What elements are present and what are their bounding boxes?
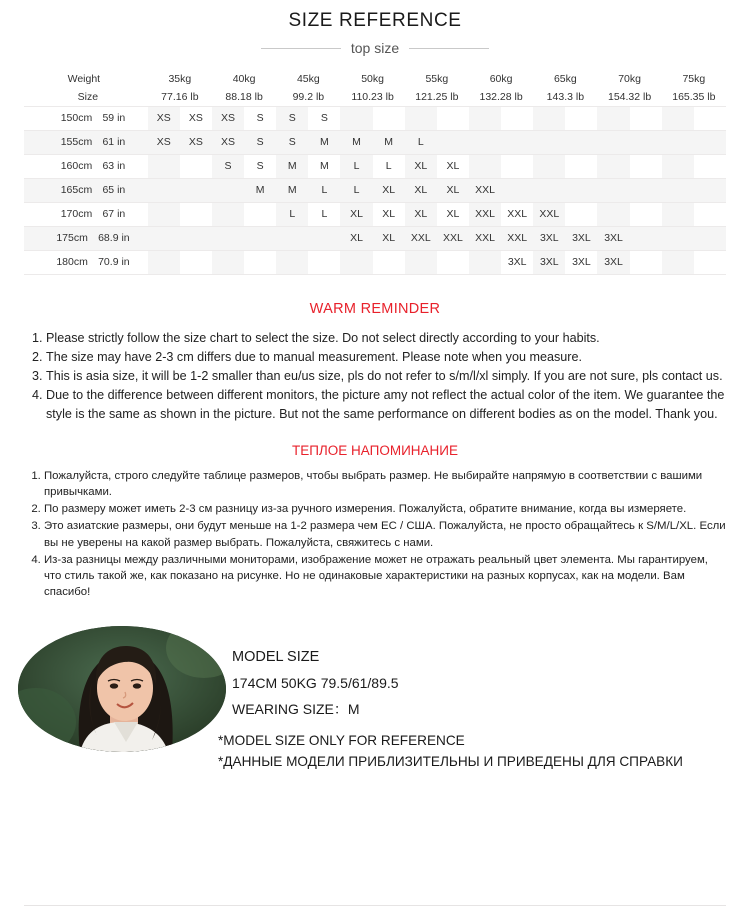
weight-kg-header: 50kg: [361, 73, 384, 85]
size-cell: [501, 178, 533, 202]
row-height-label: 155cm 61 in: [24, 130, 148, 154]
size-table-body: [24, 106, 726, 274]
size-cell: M: [276, 154, 308, 178]
weight-kg-header: 35kg: [168, 73, 192, 85]
size-cell: [597, 130, 629, 154]
size-cell: L: [276, 202, 308, 226]
size-cell: [180, 226, 212, 250]
reminder-item-ru: 2. По размеру может иметь 2-3 см разницу из-за ручного измерения. Пожалуйста, обратите внимание, когда вы измеряете.: [44, 501, 726, 517]
size-cell: [662, 202, 694, 226]
size-cell: XL: [437, 202, 469, 226]
divider-right: [409, 48, 489, 49]
reminder-item-ru: 3. Это азиатские размеры, они будут меньше на 1-2 размера чем ЕС / США. Пожалуйста, не просто обращайтесь к S/M/L/XL. Если вы не уверены на какой размер выбрать. Пожалуйста, свяжитесь с нами.: [44, 518, 726, 550]
size-cell: XXL: [501, 202, 533, 226]
size-cell: [148, 178, 180, 202]
size-cell: S: [244, 106, 276, 130]
size-cell: [469, 154, 501, 178]
size-cell: [212, 250, 244, 274]
weight-lb-header: 165.35 lb: [672, 90, 716, 103]
bottom-divider: [24, 905, 726, 906]
size-cell: XL: [437, 178, 469, 202]
size-cell: XL: [405, 202, 437, 226]
size-cell: [148, 226, 180, 250]
size-cell: [565, 154, 597, 178]
size-cell: S: [276, 130, 308, 154]
weight-lb-header: 154.32 lb: [608, 90, 652, 103]
size-cell: XXL: [437, 226, 469, 250]
size-cell: [373, 250, 405, 274]
size-table: [24, 70, 726, 275]
row-height-label: 150cm 59 in: [24, 106, 148, 130]
size-cell: [630, 226, 662, 250]
size-cell: [565, 178, 597, 202]
size-cell: L: [340, 154, 372, 178]
size-cell: [630, 202, 662, 226]
model-wearing-size: WEARING SIZE：M: [232, 700, 360, 717]
weight-kg-header: 75kg: [682, 73, 706, 85]
reminder-item-ru: 1. Пожалуйста, строго следуйте таблице размеров, чтобы выбрать размер. Не выбирайте напрямую в соответствии с вашими привычками.: [44, 468, 726, 500]
reminder-item: 4. Due to the difference between different monitors, the picture amy not reflect the actual color of the item. We guarantee the style is the same as shown in the picture. But not the same performance on different bodies as on the model. Thank you.: [46, 386, 726, 423]
size-cell: 3XL: [565, 226, 597, 250]
table-row: [24, 202, 726, 226]
size-cell: 3XL: [533, 250, 565, 274]
size-cell: XS: [148, 106, 180, 130]
size-cell: [662, 130, 694, 154]
table-row: [24, 106, 726, 130]
model-portrait-illustration: [18, 626, 226, 752]
size-cell: [340, 250, 372, 274]
size-cell: XL: [340, 202, 372, 226]
size-cell: [694, 250, 726, 274]
size-cell: [437, 106, 469, 130]
size-cell: XS: [212, 106, 244, 130]
weight-label: Weight: [67, 73, 101, 85]
size-cell: XXL: [469, 178, 501, 202]
size-cell: 3XL: [533, 226, 565, 250]
table-row: [24, 250, 726, 274]
row-height-label: 165cm 65 in: [24, 178, 148, 202]
model-info: [232, 644, 399, 723]
size-cell: [533, 178, 565, 202]
weight-lb-row: [24, 88, 726, 106]
table-row: [24, 178, 726, 202]
size-cell: [501, 130, 533, 154]
size-cell: XXL: [533, 202, 565, 226]
size-cell: [276, 250, 308, 274]
size-cell: [597, 106, 629, 130]
size-table-wrapper: [24, 70, 726, 275]
size-cell: [565, 106, 597, 130]
size-cell: [373, 106, 405, 130]
size-cell: [244, 202, 276, 226]
size-cell: [662, 250, 694, 274]
size-cell: [212, 202, 244, 226]
size-cell: XL: [405, 154, 437, 178]
row-height-label: 160cm 63 in: [24, 154, 148, 178]
size-cell: [630, 130, 662, 154]
size-cell: L: [373, 154, 405, 178]
weight-kg-header: 60kg: [489, 73, 513, 85]
size-cell: [533, 130, 565, 154]
weight-lb-header: 143.3 lb: [546, 90, 585, 103]
warm-reminder-list-ru: [22, 468, 726, 601]
size-cell: [469, 130, 501, 154]
page-title: SIZE REFERENCE: [288, 10, 462, 31]
size-cell: [148, 202, 180, 226]
size-cell: XS: [212, 130, 244, 154]
weight-kg-header: 45kg: [296, 73, 320, 85]
reminder-item: 1. Please strictly follow the size chart to select the size. Do not select directly according to your habits.: [46, 329, 726, 347]
size-cell: [405, 106, 437, 130]
size-cell: [276, 226, 308, 250]
warm-reminder-title: WARM REMINDER: [309, 300, 441, 317]
row-height-label: 180cm 70.9 in: [24, 250, 148, 274]
size-cell: [437, 250, 469, 274]
size-cell: S: [244, 154, 276, 178]
weight-kg-row: [24, 70, 726, 88]
warm-reminder-list: [24, 329, 726, 423]
size-cell: [148, 250, 180, 274]
size-cell: XL: [373, 178, 405, 202]
size-cell: XL: [405, 178, 437, 202]
size-cell: [533, 106, 565, 130]
size-cell: [694, 130, 726, 154]
warm-reminder-title-ru: ТЕПЛОЕ НАПОМИНАНИЕ: [291, 442, 459, 458]
size-cell: [597, 202, 629, 226]
weight-lb-header: 77.16 lb: [161, 90, 199, 103]
size-cell: 3XL: [565, 250, 597, 274]
size-cell: [694, 226, 726, 250]
size-cell: XXL: [469, 202, 501, 226]
reminder-item-ru: 4. Из-за разницы между различными мониторами, изображение может не отражать реальный цвет элемента. Мы гарантируем, что стиль такой же, как показано на рисунке. Но не одинаковые характеристики на разных корпусах, как на модели. Вам спасибо!: [44, 552, 726, 601]
size-cell: [662, 154, 694, 178]
reminder-item: 2. The size may have 2-3 cm differs due to manual measurement. Please note when you measure.: [46, 348, 726, 366]
size-cell: L: [340, 178, 372, 202]
size-cell: [244, 226, 276, 250]
size-cell: [662, 178, 694, 202]
table-row: [24, 154, 726, 178]
row-height-label: 170cm 67 in: [24, 202, 148, 226]
size-cell: XL: [437, 154, 469, 178]
size-cell: [630, 154, 662, 178]
size-cell: [340, 106, 372, 130]
size-cell: L: [308, 202, 340, 226]
size-cell: XS: [148, 130, 180, 154]
weight-lb-header: 88.18 lb: [225, 90, 263, 103]
divider-left: [261, 48, 341, 49]
size-cell: [694, 154, 726, 178]
page-subtitle: top size: [350, 40, 400, 56]
size-cell: 3XL: [501, 250, 533, 274]
size-cell: S: [308, 106, 340, 130]
footnote-en: *MODEL SIZE ONLY FOR REFERENCE: [218, 733, 465, 749]
size-cell: [630, 250, 662, 274]
size-cell: 3XL: [597, 226, 629, 250]
size-cell: [180, 250, 212, 274]
size-cell: M: [308, 154, 340, 178]
weight-lb-header: 110.23 lb: [351, 90, 394, 103]
subtitle-row: [0, 40, 750, 56]
size-cell: [694, 202, 726, 226]
size-cell: XL: [340, 226, 372, 250]
size-cell: M: [276, 178, 308, 202]
model-portrait: [18, 626, 226, 752]
size-cell: [565, 202, 597, 226]
size-cell: L: [308, 178, 340, 202]
size-cell: L: [405, 130, 437, 154]
size-cell: M: [244, 178, 276, 202]
size-cell: [469, 106, 501, 130]
size-table-head: [24, 70, 726, 106]
size-label: Size: [77, 90, 99, 103]
weight-kg-header: 40kg: [232, 73, 256, 85]
size-cell: [630, 106, 662, 130]
model-measurements: 174CM 50KG 79.5/61/89.5: [232, 675, 399, 692]
size-cell: XL: [373, 202, 405, 226]
size-cell: [469, 250, 501, 274]
size-cell: XL: [373, 226, 405, 250]
size-cell: [501, 154, 533, 178]
size-cell: [180, 178, 212, 202]
size-cell: [501, 106, 533, 130]
size-cell: [212, 178, 244, 202]
footnote-ru: *ДАННЫЕ МОДЕЛИ ПРИБЛИЗИТЕЛЬНЫ И ПРИВЕДЕНЫ ДЛЯ СПРАВКИ: [218, 754, 683, 770]
size-cell: 3XL: [597, 250, 629, 274]
weight-kg-header: 70kg: [618, 73, 641, 85]
size-cell: [180, 154, 212, 178]
size-cell: [662, 226, 694, 250]
size-cell: [694, 106, 726, 130]
size-cell: M: [340, 130, 372, 154]
size-cell: [308, 250, 340, 274]
weight-lb-header: 121.25 lb: [415, 90, 459, 103]
size-cell: XS: [180, 130, 212, 154]
size-cell: XXL: [405, 226, 437, 250]
model-size-title: MODEL SIZE: [232, 649, 320, 666]
size-cell: [244, 250, 276, 274]
weight-lb-header: 99.2 lb: [292, 90, 325, 103]
size-cell: XS: [180, 106, 212, 130]
size-cell: [308, 226, 340, 250]
size-cell: [597, 178, 629, 202]
weight-lb-header: 132.28 lb: [479, 90, 523, 103]
weight-kg-header: 65kg: [553, 73, 577, 85]
size-cell: [662, 106, 694, 130]
model-footnotes: [218, 730, 683, 772]
size-cell: [533, 154, 565, 178]
size-cell: XXL: [469, 226, 501, 250]
size-cell: XXL: [501, 226, 533, 250]
size-cell: [405, 250, 437, 274]
size-cell: M: [373, 130, 405, 154]
size-cell: S: [244, 130, 276, 154]
size-cell: [180, 202, 212, 226]
size-cell: [148, 154, 180, 178]
model-section: [0, 626, 750, 776]
size-cell: S: [212, 154, 244, 178]
size-cell: S: [276, 106, 308, 130]
size-cell: [630, 178, 662, 202]
size-cell: [437, 130, 469, 154]
size-cell: [597, 154, 629, 178]
row-height-label: 175cm 68.9 in: [24, 226, 148, 250]
size-cell: [212, 226, 244, 250]
weight-kg-header: 55kg: [425, 73, 449, 85]
table-row: [24, 130, 726, 154]
size-cell: [565, 130, 597, 154]
reminder-item: 3. This is asia size, it will be 1-2 smaller than eu/us size, pls do not refer to s/m/l/xl simply. If you are not sure, pls contact us.: [46, 367, 726, 385]
size-cell: [694, 178, 726, 202]
size-cell: M: [308, 130, 340, 154]
table-row: [24, 226, 726, 250]
